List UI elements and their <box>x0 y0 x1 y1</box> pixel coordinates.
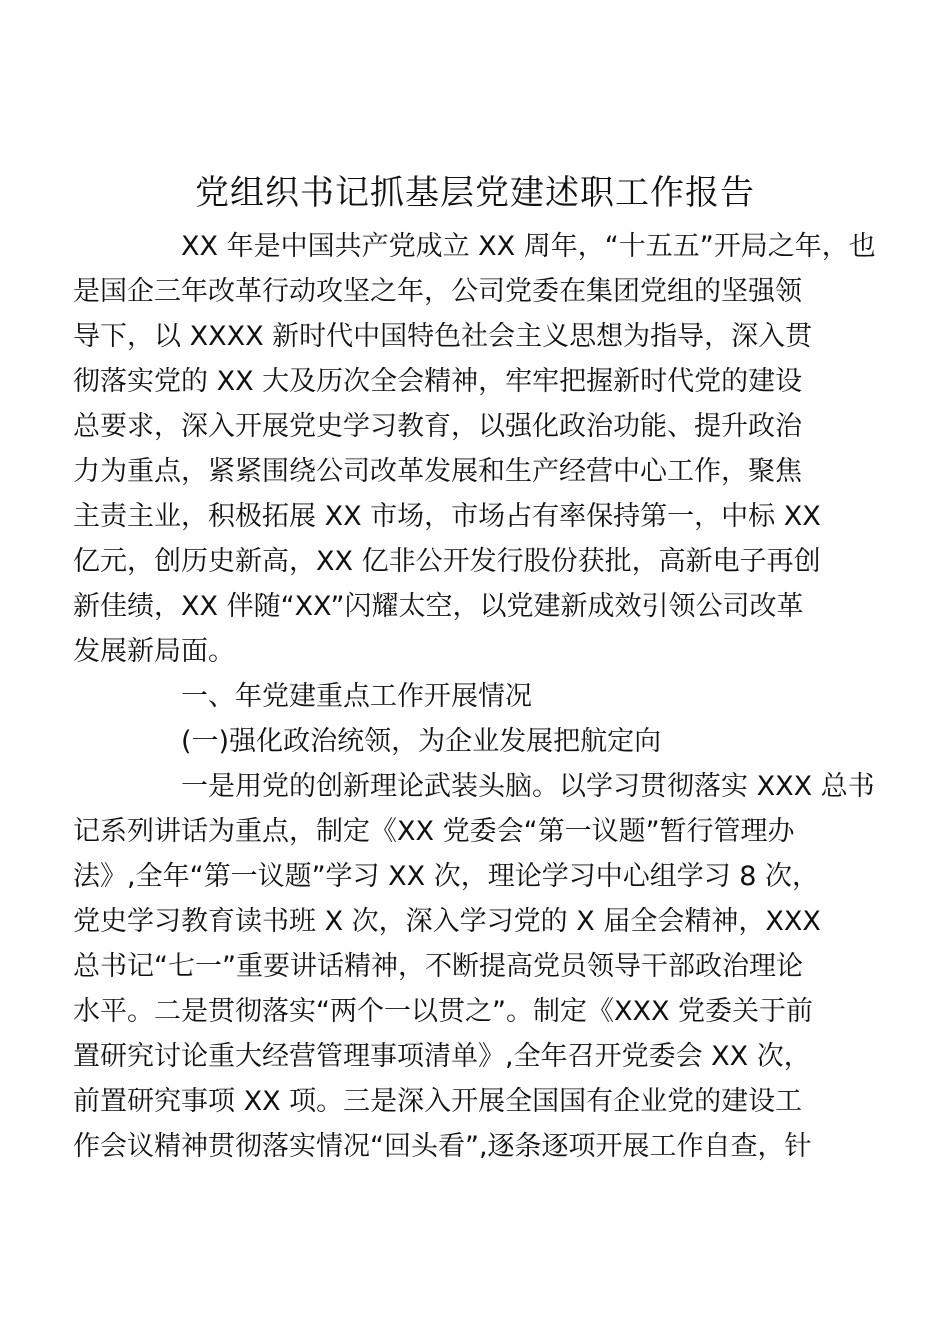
text-line: 总书记“七一”重要讲话精神，不断提高党员领导干部政治理论 <box>73 951 803 982</box>
text-line: 置研究讨论重大经营管理事项清单》,全年召开党委会 XX 次， <box>73 1041 811 1072</box>
text-line: 总要求，深入开展党史学习教育，以强化政治功能、提升政治 <box>73 411 802 442</box>
text-line: XX 年是中国共产党成立 XX 周年，“十五五”开局之年，也 <box>181 231 876 262</box>
text-line: 亿元，创历史新高，XX 亿非公开发行股份获批，高新电子再创 <box>73 546 821 577</box>
text-line: 一是用党的创新理论武装头脑。以学习贯彻落实 XXX 总书 <box>181 771 875 802</box>
text-line: 新佳绩，XX 伴随“XX”闪耀太空，以党建新成效引领公司改革 <box>73 591 804 622</box>
document-title: 党组织书记抓基层党建述职工作报告 <box>195 173 755 213</box>
text-line: 水平。二是贯彻落实“两个一以贯之”。制定《XXX 党委关于前 <box>73 996 814 1027</box>
subsection-heading <box>127 719 827 764</box>
text-line: 导下，以 XXXX 新时代中国特色社会主义思想为指导，深入贯 <box>73 321 813 352</box>
document-body <box>73 224 876 1169</box>
text-line: 是国企三年改革行动攻坚之年，公司党委在集团党组的坚强领 <box>73 276 802 307</box>
text-line: 前置研究事项 XX 项。三是深入开展全国国有企业党的建设工 <box>73 1086 803 1117</box>
text-line: 彻落实党的 XX 大及历次全会精神，牢牢把握新时代党的建设 <box>73 366 803 397</box>
text-line: (一)强化政治统领，为企业发展把航定向 <box>181 726 662 757</box>
text-line: 主责主业，积极拓展 XX 市场，市场占有率保持第一，中标 XX <box>73 501 821 532</box>
text-line: 记系列讲话为重点，制定《XX 党委会“第一议题”暂行管理办 <box>73 816 795 847</box>
paragraph-intro <box>73 224 876 674</box>
text-line: 力为重点，紧紧围绕公司改革发展和生产经营中心工作，聚焦 <box>73 456 802 487</box>
text-line: 一、年党建重点工作开展情况 <box>181 681 532 712</box>
text-line: 党史学习教育读书班 X 次，深入学习党的 X 届全会精神，XXX <box>73 906 821 937</box>
text-line: 作会议精神贯彻落实情况“回头看”,逐条逐项开展工作自查，针 <box>73 1131 812 1162</box>
section-heading <box>127 674 827 719</box>
paragraph-detail <box>73 764 875 1169</box>
text-line: 法》,全年“第一议题”学习 XX 次，理论学习中心组学习 8 次， <box>73 861 820 892</box>
text-line: 发展新局面。 <box>73 636 235 667</box>
